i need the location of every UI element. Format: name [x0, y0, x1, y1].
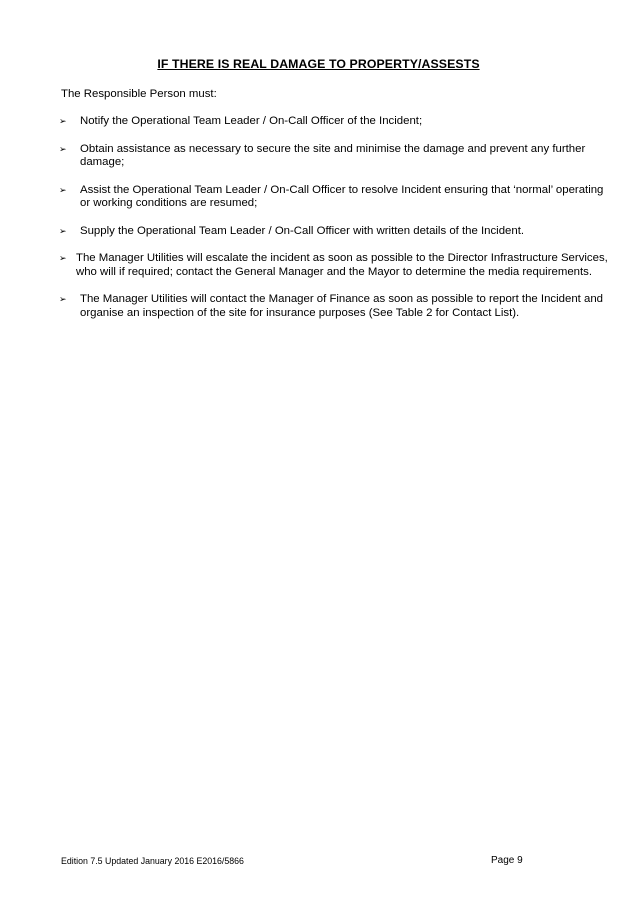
- section-heading: IF THERE IS REAL DAMAGE TO PROPERTY/ASSESTS: [157, 57, 480, 71]
- list-item-text: Notify the Operational Team Leader / On-Call Officer of the Incident;: [80, 115, 423, 127]
- page-number: Page 9: [491, 855, 523, 866]
- arrow-bullet-icon: ➢: [59, 143, 67, 154]
- list-item: [59, 225, 609, 239]
- footer-edition: Edition 7.5 Updated January 2016 E2016/5866: [61, 856, 244, 866]
- list-item-text: Assist the Operational Team Leader / On-Call Officer to resolve Incident ensuring that ‘normal’ operating or working conditions are resumed;: [80, 183, 604, 209]
- arrow-bullet-icon: ➢: [59, 294, 67, 304]
- list-item-text: Supply the Operational Team Leader / On-Call Officer with written details of the Incident.: [80, 224, 525, 237]
- list-item: [59, 252, 609, 279]
- arrow-bullet-icon: ➢: [59, 184, 67, 195]
- arrow-bullet-icon: ➢: [59, 225, 67, 236]
- list-item-text: Obtain assistance as necessary to secure the site and minimise the damage and prevent any further damage;: [80, 142, 586, 168]
- list-item-text: The Manager Utilities will contact the Manager of Finance as soon as possible to report the Incident and organise an inspection of the site for insurance purposes (See Table 2 for Contact List).: [80, 293, 603, 319]
- action-list: [59, 115, 609, 334]
- list-item-text: The Manager Utilities will escalate the incident as soon as possible to the Director Infrastructure Services, who will if required; contact the General Manager and the Mayor to determine the media requirements.: [76, 252, 608, 278]
- arrow-bullet-icon: ➢: [59, 253, 67, 263]
- list-item: [59, 184, 609, 211]
- list-item: [59, 293, 609, 320]
- list-item: [59, 115, 609, 129]
- intro-text: The Responsible Person must:: [61, 88, 217, 100]
- arrow-bullet-icon: ➢: [59, 116, 67, 126]
- list-item: [59, 143, 609, 170]
